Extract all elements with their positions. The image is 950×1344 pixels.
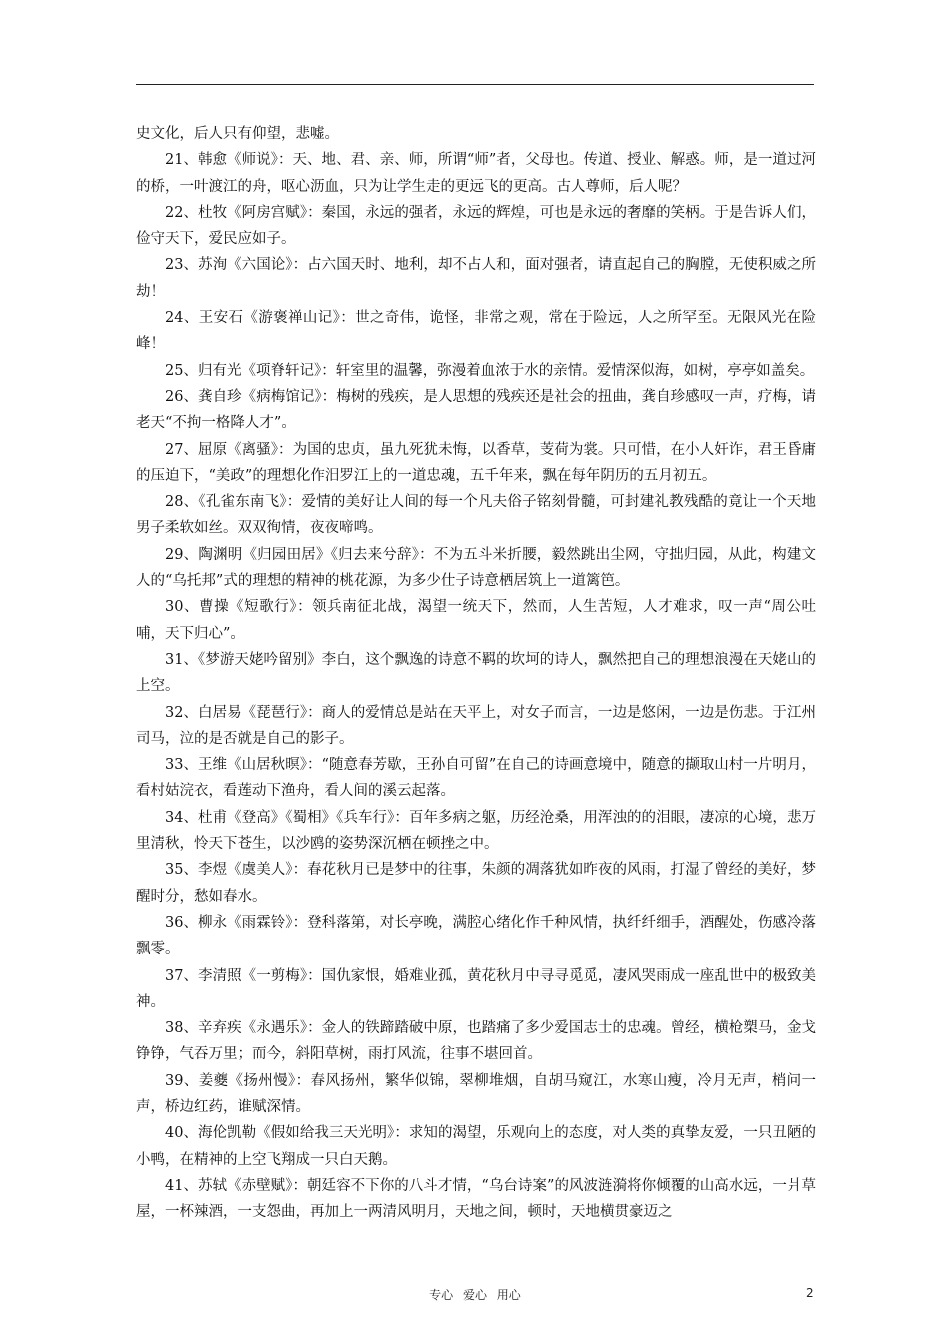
header-rule — [136, 84, 814, 85]
paragraph: 37、李清照《一剪梅》：国仇家恨，婚难业孤，黄花秋月中寻寻觅觅，凄风哭雨成一座乱世中的极致美神。 — [136, 967, 816, 1010]
paragraph: 31、《梦游天姥吟留别》李白，这个飘逸的诗意不羁的坎坷的诗人，飘然把自己的理想浪漫在天姥山的上空。 — [136, 651, 816, 695]
paragraph: 33、王维《山居秋暝》：“随意春芳歇，王孙自可留”在自己的诗画意境中，随意的撷取山村一片明月，看村姑浣衣，看莲动下渔舟，看人间的溪云起落。 — [136, 757, 816, 800]
paragraph: 史文化，后人只有仰望，悲嘘。 — [136, 126, 339, 142]
paragraph: 36、柳永《雨霖铃》：登科落第，对长亭晚，满腔心绪化作千种风情，执纤纤细手，酒醒处，伤感冷落飘零。 — [136, 914, 816, 958]
paragraph: 40、海伦凯勒《假如给我三天光明》：求知的渴望，乐观向上的态度，对人类的真挚友爱，一只丑陋的小鸭，在精神的上空飞翔成一只白天鹅。 — [136, 1125, 816, 1168]
body-text — [136, 121, 816, 1225]
paragraph: 35、李煜《虞美人》：春花秋月已是梦中的往事，朱颜的凋落犹如昨夜的风雨，打湿了曾经的美好，梦醒时分，愁如春水。 — [136, 862, 816, 905]
paragraph: 32、白居易《琵琶行》：商人的爱情总是站在天平上，对女子而言，一边是悠闲，一边是伤悲。于江州司马，泣的是否就是自己的影子。 — [136, 704, 816, 747]
paragraph: 26、龚自珍《病梅馆记》：梅树的残疾，是人思想的残疾还是社会的扭曲，龚自珍感叹一声，疗梅，请老天“不拘一格降人才”。 — [136, 388, 816, 432]
paragraph: 38、辛弃疾《永遇乐》：金人的铁蹄踏破中原，也踏痛了多少爱国志士的忠魂。曾经，横枪槊马，金戈铮铮，气吞万里；而今，斜阳草树，雨打风流，往事不堪回首。 — [136, 1020, 816, 1063]
paragraph: 39、姜夔《扬州慢》：春风扬州，繁华似锦，翠柳堆烟，自胡马窥江，水寒山瘦，冷月无声，梢问一声，桥边红药，谁赋深情。 — [136, 1072, 816, 1115]
paragraph: 41、苏轼《赤壁赋》：朝廷容不下你的八斗才情，“乌台诗案”的风波涟漪将你倾覆的山高水远，一爿草屋，一杯辣酒，一支怨曲，再加上一两清风明月，天地之间，顿时，天地横贯豪迈之 — [136, 1177, 816, 1221]
paragraph: 34、杜甫《登高》《蜀相》《兵车行》：百年多病之躯，历经沧桑，用浑浊的的泪眼，凄凉的心境，悲万里清秋，怜天下苍生，以沙鸥的姿势深沉栖在顿挫之中。 — [136, 809, 816, 853]
page-number: 2 — [806, 1286, 814, 1300]
paragraph: 21、韩愈《师说》：天、地、君、亲、师，所谓“师”者，父母也。传道、授业、解惑。师，是一道过河的桥，一叶渡江的舟，呕心沥血，只为让学生走的更远飞的更高。古人尊师，后人呢？ — [136, 152, 816, 195]
paragraph: 28、《孔雀东南飞》：爱情的美好让人间的每一个凡夫俗子铭刻骨髓，可封建礼教残酷的竟让一个天地男子柔软如丝。双双徇情，夜夜啼鸣。 — [136, 494, 816, 537]
paragraph: 29、陶渊明《归园田居》《归去来兮辞》：不为五斗米折腰，毅然跳出尘网，守拙归园，从此，构建文人的“乌托邦”式的理想的精神的桃花源，为多少仕子诗意栖居筑上一道篱笆。 — [136, 546, 816, 590]
paragraph: 23、苏洵《六国论》：占六国天时、地利，却不占人和，面对强者，请直起自己的胸膛，无使积威之所劫！ — [136, 257, 816, 300]
paragraph: 25、归有光《项脊轩记》：轩室里的温馨，弥漫着血浓于水的亲情。爱情深似海，如树，亭亭如盖矣。 — [165, 362, 815, 379]
paragraph: 24、王安石《游褒禅山记》：世之奇伟，诡怪，非常之观，常在于险远，人之所罕至。无限风光在险峰！ — [136, 310, 816, 353]
paragraph: 30、曹操《短歌行》：领兵南征北战，渴望一统天下，然而，人生苦短，人才难求，叹一声“周公吐哺，天下归心”。 — [136, 599, 816, 642]
paragraph: 22、杜牧《阿房宫赋》：秦国，永远的强者，永远的辉煌，可也是永远的奢靡的笑柄。于是告诉人们，俭守天下，爱民应如子。 — [136, 204, 816, 248]
footer-motto: 专心 爱心 用心 — [429, 1288, 521, 1302]
paragraph: 27、屈原《离骚》：为国的忠贞，虽九死犹未悔，以香草，芰荷为裳。只可惜，在小人奸诈，君王昏庸的压迫下，“美政”的理想化作汨罗江上的一道忠魂，五千年来，飘在每年阴历的五月初五。 — [136, 441, 816, 484]
